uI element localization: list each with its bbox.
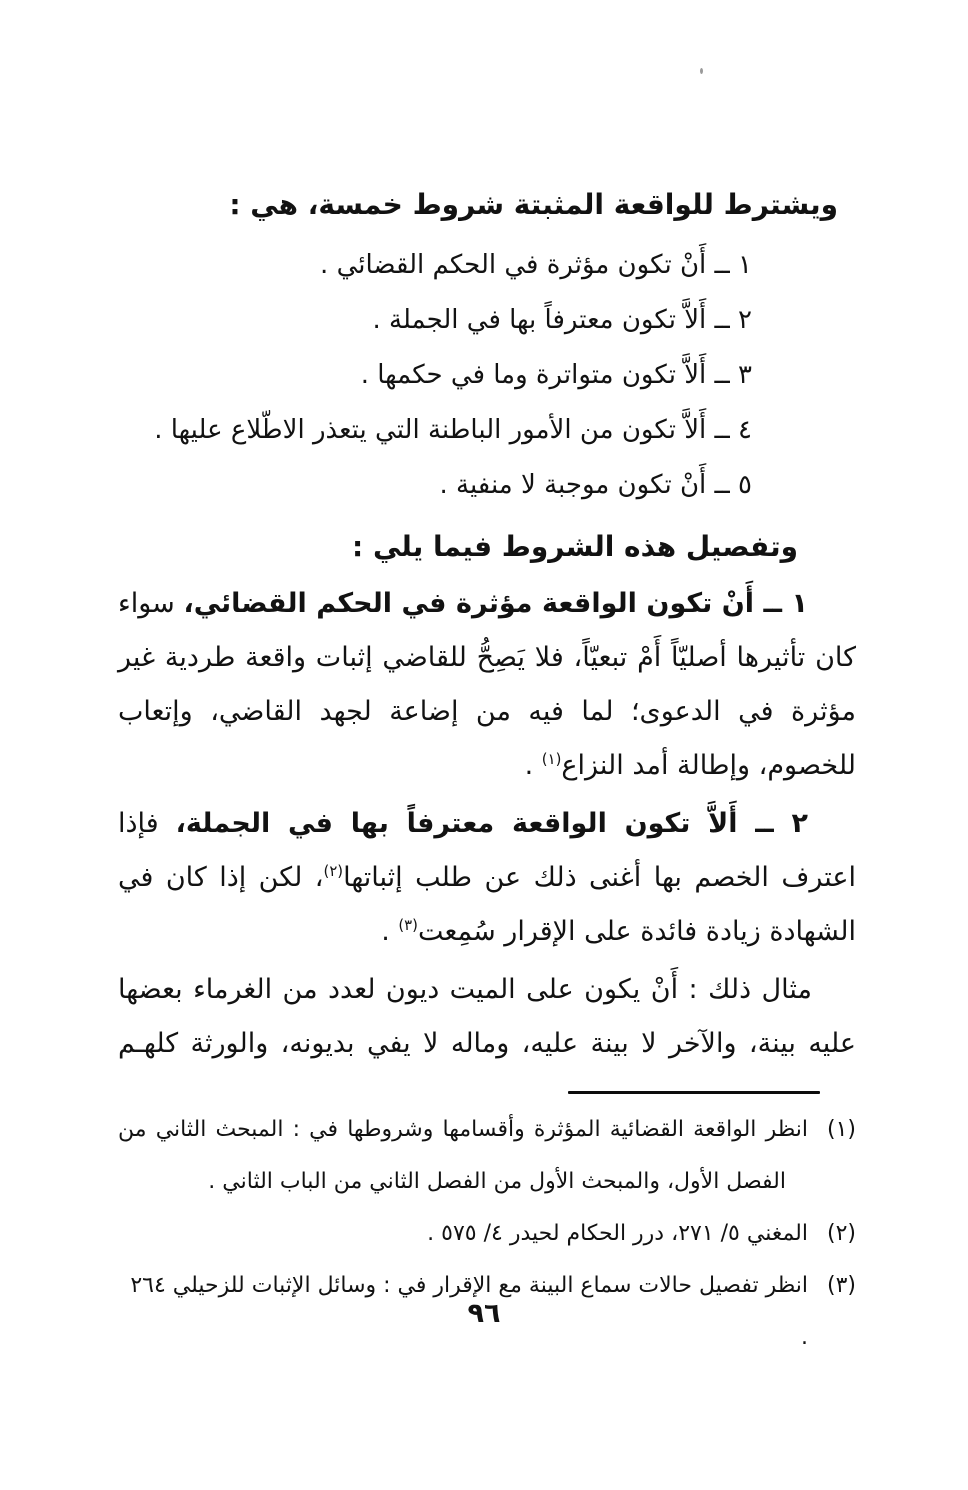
intro-heading: ويشترط للواقعة المثبتة شروط خمسة، هي :: [229, 188, 838, 221]
paragraph-2-tail: .: [381, 916, 399, 947]
condition-item-2: ٢ ــ أَلاَّ تكون معترفاً بها في الجملة .: [372, 305, 752, 335]
paragraph-2-lead: ٢ ــ أَلاَّ تكون الواقعة معترفاً بها في الجملة،: [175, 808, 808, 839]
page-content: [118, 176, 856, 1364]
footnote-1-line-2: الفصل الأول، والمبحث الأول من الفصل الثاني من الباب الثاني .: [208, 1169, 786, 1194]
paragraph-example: مثال ذلك : أَنْ يكون على الميت ديون لعدد من الغرماء بعضها عليه بينة، والآخر لا بينة عليه، وماله لا يفي بديونه، والورثة كلهـم: [118, 974, 856, 1059]
paragraph-condition-1: [118, 577, 856, 793]
condition-item-1: ١ ــ أَنْ تكون مؤثرة في الحكم القضائي .: [320, 250, 752, 280]
paragraph-1-body: سواء كان تأثيرها أصليّاً أَمْ تبعيّاً، فلا يَصِحُّ للقاضي إثبات واقعة طردية غير مؤثرة في الدعوى؛ لما فيه من إضاعة لجهد القاضي، وإتعاب للخصوم، وإطالة أمد النزاع: [118, 588, 856, 781]
footnote-3-line-1: انظر تفصيل حالات سماع البينة مع الإقرار في : وسائل الإثبات للزحيلي ٢٦٤ .: [130, 1273, 808, 1350]
footnote-1: [118, 1104, 856, 1208]
footnote-2-line-1: المغني ٥/ ٢٧١، درر الحكام لحيدر ٤/ ٥٧٥ .: [427, 1221, 808, 1246]
conditions-list: [118, 238, 752, 513]
footnote-ref-1: (١): [541, 750, 562, 768]
paragraph-2-body-1: فإذا اعترف الخصم بها أغنى ذلك عن طلب إثباتها: [118, 808, 856, 893]
footnote-2-marker: (٢): [826, 1221, 856, 1246]
paragraph-condition-2: [118, 797, 856, 959]
paragraph-1-lead: ١ ــ أَنْ تكون الواقعة مؤثرة في الحكم القضائي،: [183, 588, 808, 619]
footnote-1-marker: (١): [826, 1117, 856, 1142]
condition-item-5: ٥ ــ أَنْ تكون موجبة لا منفية .: [439, 470, 752, 500]
footnote-separator-rule: [568, 1091, 820, 1094]
page-number: ٩٦: [467, 1298, 501, 1329]
paragraph-1-tail: .: [524, 750, 542, 781]
footnote-2: [118, 1208, 856, 1260]
footnote-1-text: [118, 1104, 808, 1208]
footnote-ref-2: (٢): [323, 862, 344, 880]
condition-item-4: ٤ ــ أَلاَّ تكون من الأمور الباطنة التي يتعذر الاطّلاع عليها .: [154, 415, 752, 445]
footnote-2-text: [118, 1208, 808, 1260]
footnote-1-line-1: انظر الواقعة القضائية المؤثرة وأقسامها وشروطها في : المبحث الثاني من: [118, 1117, 808, 1142]
footnote-ref-3: (٣): [398, 916, 418, 934]
paragraph-2-body-2: ، لكن إذا كان في الشهادة زيادة فائدة على الإقرار سُمِعت: [118, 862, 856, 947]
footnote-3-marker: (٣): [826, 1273, 856, 1298]
condition-item-3: ٣ ــ أَلاَّ تكون متواترة وما في حكمها .: [360, 360, 752, 390]
detail-heading: وتفصيل هذه الشروط فيما يلي :: [352, 530, 798, 563]
scan-artifact-dot: [700, 68, 703, 74]
